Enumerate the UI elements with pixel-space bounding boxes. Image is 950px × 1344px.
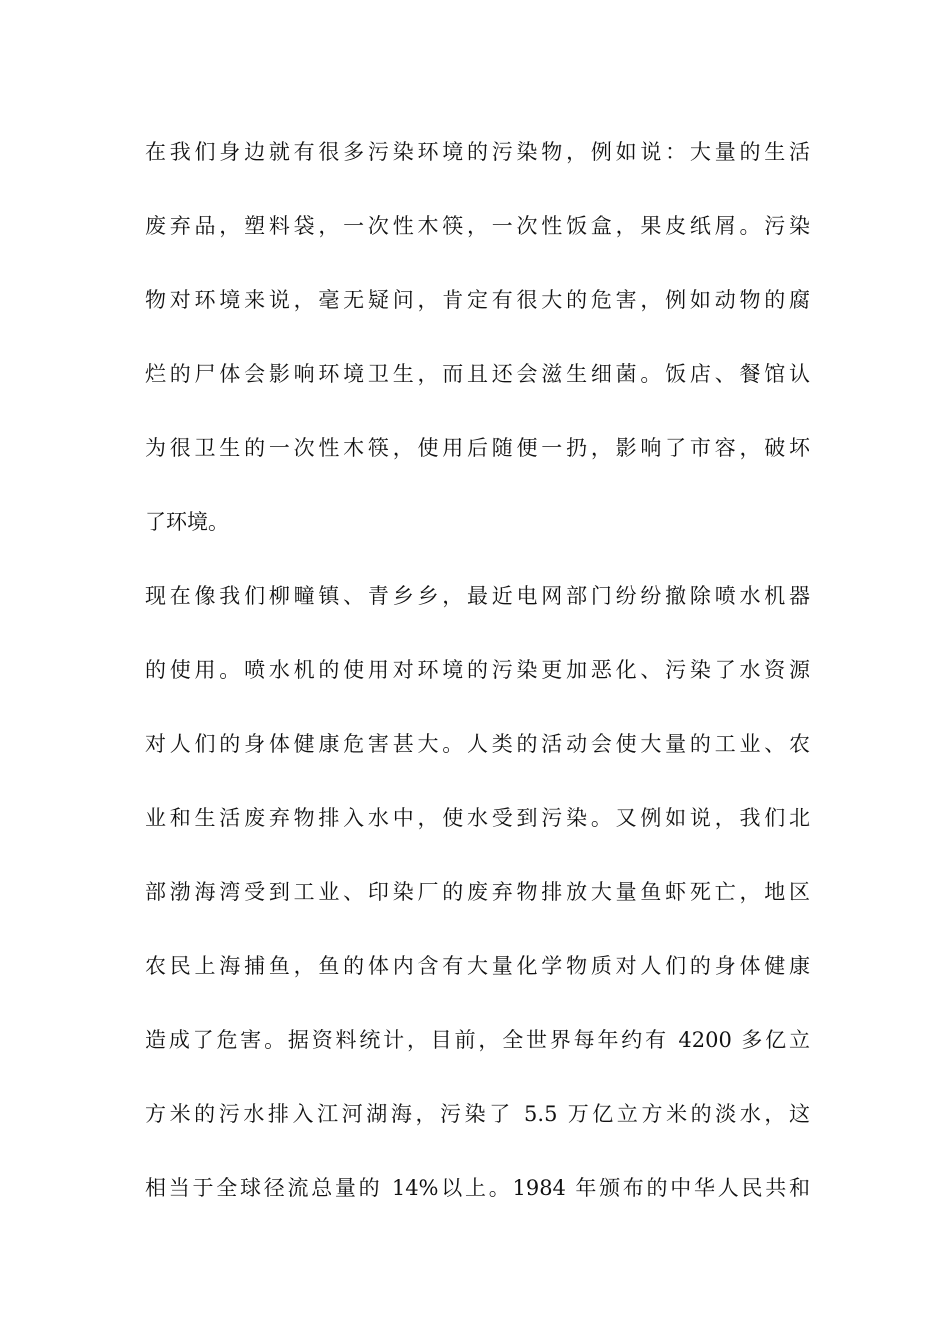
paragraph-line: 物对环境来说，毫无疑问，肯定有很大的危害，例如动物的腐 xyxy=(145,288,810,312)
paragraph-line: 农民上海捕鱼，鱼的体内含有大量化学物质对人们的身体健康 xyxy=(145,954,810,978)
paragraph-line: 方米的污水排入江河湖海，污染了 5.5 万亿立方米的淡水，这 xyxy=(145,1102,810,1126)
paragraph-line: 了环境。 xyxy=(145,510,229,534)
paragraph-line: 烂的尸体会影响环境卫生，而且还会滋生细菌。饭店、餐馆认 xyxy=(145,362,810,386)
paragraph-line: 的使用。喷水机的使用对环境的污染更加恶化、污染了水资源 xyxy=(145,658,810,682)
paragraph-line: 业和生活废弃物排入水中，使水受到污染。又例如说，我们北 xyxy=(145,806,810,830)
paragraph-line: 废弃品，塑料袋，一次性木筷，一次性饭盒，果皮纸屑。污染 xyxy=(145,214,810,238)
paragraph-line: 造成了危害。据资料统计，目前，全世界每年约有 4200 多亿立 xyxy=(145,1028,810,1052)
paragraph-line: 现在像我们柳疃镇、青乡乡，最近电网部门纷纷撤除喷水机器 xyxy=(145,584,810,608)
document-body xyxy=(145,134,810,1244)
paragraph-line: 对人们的身体健康危害甚大。人类的活动会使大量的工业、农 xyxy=(145,732,810,756)
paragraph-2 xyxy=(145,578,810,1206)
paragraph-line: 部渤海湾受到工业、印染厂的废弃物排放大量鱼虾死亡，地区 xyxy=(145,880,810,904)
paragraph-line: 为很卫生的一次性木筷，使用后随便一扔，影响了市容，破坏 xyxy=(145,436,810,460)
paragraph-1 xyxy=(145,134,810,540)
paragraph-line: 在我们身边就有很多污染环境的污染物，例如说：大量的生活 xyxy=(145,140,810,164)
paragraph-line: 相当于全球径流总量的 14%以上。1984 年颁布的中华人民共和 xyxy=(145,1176,810,1200)
